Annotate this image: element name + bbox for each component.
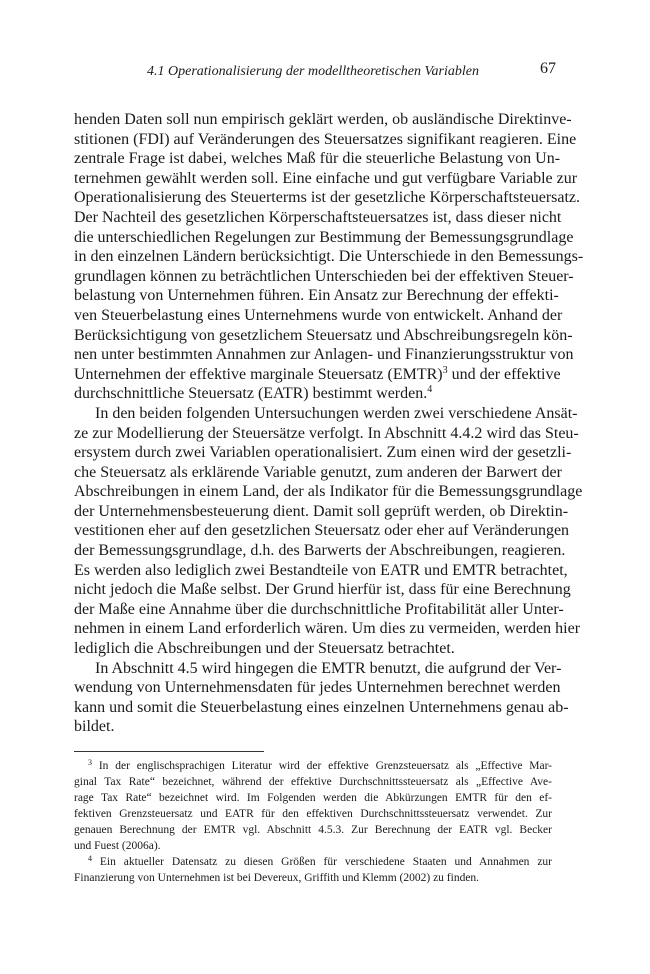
footnote-divider [74, 751, 264, 752]
footnote-line: rage Tax Rate“ bezeichnet wird. Im Folgenden werden die Abkürzungen EMTR für den ef- [74, 792, 552, 804]
body-line: der Bemessungsgrundlage, d.h. des Barwerts der Abschreibungen, reagieren. [74, 542, 566, 560]
body-line: grundlagen können zu beträchtlichen Unterschieden bei der effektiven Steuer- [74, 267, 574, 285]
body-line: der Maße eine Annahme über die durchschnittliche Profitabilität aller Unter- [74, 600, 564, 618]
body-line-with-footnote-3 [74, 364, 561, 385]
body-line: nicht jedoch die Maße selbst. Der Grund hierfür ist, dass für eine Berechnung [74, 581, 571, 599]
body-line: lediglich die Abschreibungen und der Steuersatz betrachtet. [74, 640, 455, 658]
running-head: 4.1 Operationalisierung der modelltheoretischen Variablen [147, 64, 479, 79]
body-line: bildet. [74, 718, 115, 736]
body-line: nen unter bestimmten Annahmen zur Anlagen- und Finanzierungsstruktur von [74, 346, 574, 364]
footnote-text: In der englischsprachigen Literatur wird der effektive Grenzsteuersatz als „Effective Mar- [98, 760, 553, 772]
body-line: Operationalisierung des Steuerterms ist der gesetzliche Körperschaftsteuersatz. [74, 189, 581, 207]
body-text [74, 110, 584, 737]
body-line: Es werden also lediglich zwei Bestandteile von EATR und EMTR betrachtet, [74, 561, 568, 579]
footnote-mark-3: 3 [88, 758, 92, 767]
body-line: Berücksichtigung von gesetzlichem Steuersatz und Abschreibungsregeln kön- [74, 326, 573, 344]
body-line: stitionen (FDI) auf Veränderungen des Steuersatzes signifikant reagieren. Eine [74, 130, 577, 148]
body-line: ternehmen gewählt werden soll. Eine einfache und gut verfügbare Variable zur [74, 169, 578, 187]
body-line: die unterschiedlichen Regelungen zur Bestimmung der Bemessungsgrundlage [74, 228, 574, 246]
footnote-4-line [74, 854, 552, 870]
body-line-text: durchschnittliche Steuersatz (EATR) bestimmt werden. [74, 385, 428, 403]
footnote-text: Ein aktueller Datensatz zu diesen Größen für verschiedene Staaten und Annahmen zur [99, 856, 553, 868]
body-line: belastung von Unternehmen führen. Ein Ansatz zur Berechnung der effekti- [74, 287, 559, 305]
body-line: in den einzelnen Ländern berücksichtigt. Die Unterschiede in den Bemessungs- [74, 248, 584, 266]
body-line: zentrale Frage ist dabei, welches Maß für die steuerliche Belastung von Un- [74, 150, 561, 168]
body-line-with-footnote-4 [74, 384, 552, 404]
body-line: vestitionen eher auf den gesetzlichen Steuersatz oder eher auf Veränderungen [74, 522, 570, 540]
footnote-line: Finanzierung von Unternehmen ist bei Devereux, Griffith und Klemm (2002) zu finden. [74, 872, 480, 884]
footnote-line: genauen Berechnung der EMTR vgl. Abschnitt 4.5.3. Zur Berechnung der EATR vgl. Becker [74, 824, 552, 836]
body-line: kann und somit die Steuerbelastung eines einzelnen Unternehmens genau ab- [74, 698, 569, 716]
footnote-3-line [74, 758, 552, 774]
body-line: Abschreibungen in einem Land, der als Indikator für die Bemessungsgrundlage [74, 483, 583, 501]
footnote-line: fektiven Grenzsteuersatz und EATR für den effektiven Durchschnittssteuersatz verwendet. Zur [74, 808, 552, 820]
footnotes [74, 758, 552, 886]
body-line: nehmen in einem Land erforderlich wären. Um dies zu vermeiden, werden hier [74, 620, 581, 638]
body-line: In den beiden folgenden Untersuchungen werden zwei verschiedene Ansät- [95, 404, 578, 422]
body-line: ersystem durch zwei Variablen operationalisiert. Zum einen wird der gesetzli- [74, 444, 572, 462]
body-line: wendung von Unternehmensdaten für jedes Unternehmen berechnet werden [74, 679, 561, 697]
footnote-ref-3[interactable]: 3 [442, 364, 448, 376]
footnote-ref-4[interactable]: 4 [427, 384, 433, 396]
footnote-line: und Fuest (2006a). [74, 840, 161, 852]
body-line: ven Steuerbelastung eines Unternehmens wurde von entwickelt. Anhand der [74, 306, 563, 324]
body-line: ze zur Modellierung der Steuersätze verfolgt. In Abschnitt 4.4.2 wird das Steu- [74, 424, 579, 442]
footnote-mark-4: 4 [88, 854, 92, 863]
footnote-line: ginal Tax Rate“ bezeichnet, während der effektive Durchschnittssteuersatz als „Effective Ave- [74, 776, 552, 788]
body-line: In Abschnitt 4.5 wird hingegen die EMTR benutzt, die aufgrund der Ver- [95, 659, 562, 677]
body-line: der Unternehmensbesteuerung dient. Damit soll geprüft werden, ob Direktin- [74, 502, 569, 520]
body-line: henden Daten soll nun empirisch geklärt werden, ob ausländische Direktinve- [74, 111, 572, 128]
body-line: che Steuersatz als erklärende Variable genutzt, zum anderen der Barwert der [74, 463, 562, 481]
body-line-text: und der effektive [447, 365, 561, 383]
body-line-text: Unternehmen der effektive marginale Steuersatz (EMTR) [74, 365, 443, 383]
body-line: Der Nachteil des gesetzlichen Körperschaftsteuersatzes ist, dass dieser nicht [74, 208, 562, 226]
page-number: 67 [540, 60, 556, 77]
